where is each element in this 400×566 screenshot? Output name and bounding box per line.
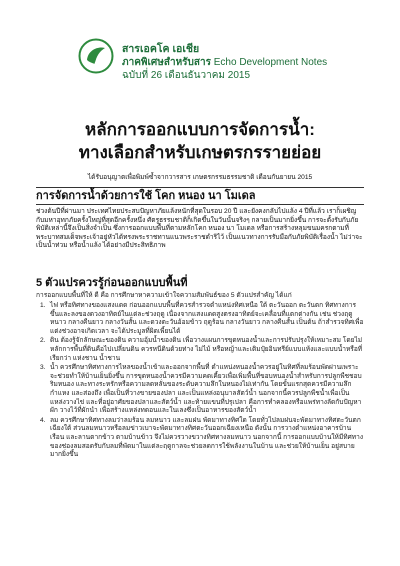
title-line-1: หลักการออกแบบการจัดการน้ำ: [85,120,315,139]
list-item [36,302,364,336]
echo-asia-logo [78,38,114,74]
list-item [36,337,364,363]
divider-bottom [36,204,364,205]
publication-line [122,56,327,69]
issue-line: ฉบับที่ 26 เดือนธันวาคม 2015 [122,70,251,81]
publication-th: ภาคพิเศษสำหรับสาร [122,57,211,68]
publication-en: Echo Development Notes [213,57,328,68]
list-item-number: 4. [40,416,46,424]
title-line-2: ทางเลือกสำหรับเกษตรกรรายย่อย [78,143,322,162]
article-subtitle: ได้รับอนุญาตเพื่อพิมพ์ซ้ำจากวารสาร เกษตรกรรมธรรมชาติ เดือนกันยายน 2015 [87,174,313,181]
list-item-number: 3. [40,364,46,372]
section2-intro: การออกแบบพื้นที่ให้ ดี คือ การศึกษาหาความเข้าใจความสัมพันธ์ของ 5 ตัวแปรสำคัญ ได้แก่ [36,292,292,299]
list-item-text: ลม ควรศึกษาทิศทางลมว่าลมร้อน ลมหนาว และลมฝน พัดมาทางทิศใด โดยทั่วไปลมฝนจะพัดมาทางทิศตะวันตกเฉียงใต้ ส่วนลมหนาวหรือลมข่าวเบาจะพัดมาทางทิศตะวันออกเฉียงเหนือ ดังนั้น การวางตำแหน่งอาคารบ้านเรือน และลานตากข้าว ตามบ้านข้าว จึงไม่ควรวางขวางทิศทางลมหนาว นอกจากนี้ การออกแบบบ้านให้มีทิศทางของช่องลมสอดรับกับลมที่พัดมาในแต่ละฤดูกาลจะช่วยลดการใช้พลังงานในบ้าน และช่วยให้บ้านเย็น อยู่สบายมากยิ่งขึ้น [50,416,364,459]
list-item-number: 2. [40,337,46,345]
list-item [36,417,364,460]
list-item-text: น้ำ ควรศึกษาทิศทางการไหลของน้ำเข้าและออกจากพื้นที่ ตำแหน่งหนองน้ำควรอยู่ในทิศที่ลมร้อนพัดผ่านเพราะจะช่วยทำให้บ้านเย็นยิ่งขึ้น การขุดหนองน้ำควรมีความคดเคี้ยวเพื่อเพิ่มพื้นที่ขอบหนองน้ำสำหรับการปลูกพืชชอบริมหนอง และทางระหรักหรือความลดหลั่นของระดับความลึกในหนองไม่เท่ากัน โดยขั้นแรกสุดควรมีความลึกกำแหง และส่องถึง เพื่อเป็นที่วางขายของปลา และเป็นแหล่งอนุบาลสัตว์น้ำ นอกจากนี้ควรปลูกพืชน้ำเพื่อเป็นแหล่งวางไข่ และที่อยู่อาศัยของปลาและสัตว์น้ำ และท้ายแขนที่ปรุเปลา คือการทำคลองหรือแพร่ทางลัดกับปัญหาผัก วางไว้ที่ผักนำ เพื่อสร้างแหล่งทดอนและในเลงซึ่งเป็นอาหารของสัตว์น้ำ [50,364,362,415]
list-item [36,364,364,416]
variables-list [36,302,364,461]
org-name: สารเอคโค เอเชีย [122,43,200,55]
publication-header [122,43,327,82]
list-item-number: 1. [40,302,46,309]
section2-heading: 5 ตัวแปรควรรู้ก่อนออกแบบพื้นที่ [36,277,188,289]
list-item-text: ดิน ต้องรู้จักลักษณะของดิน ความอุ้มน้ำของดิน เพื่อวางแผนการขุดหนองน้ำและการปรับปรุงให้เหมาะสม โดยไม่หลักการพื้นที่ดินคือไปเปลี่ยนดิน ควรหนีดินด้วยท่าง ไม่ไม้ หรือหญ้าและเติมปุ๋ยอินทรีย์แบบแห้งและแบบน้ำหรือที่เรียกว่า แห่งชาน น้ำชาน [50,337,363,362]
section1-paragraph: ช่วงต้นปีที่ผ่านมา ประเทศไทยประสบปัญหาภัยแล้งหนักที่สุดในรอบ 20 ปี และยังคงกลับไปแล้ง 4 ปีที่แล้ว เราก็เผชิญกับมหาอุทกภัยครั้งใหญ่ที่สุดอีกครั้งหนึ่ง ศัตรูธรรมชาติก็เกิดขึ้นในวันนั้นจริงๆ กลายเป็นมากยิ่งขึ้น การจะตั้งรับกับภัยพิบัติเหล่านี้จึงเป็นสิ่งจำเป็น ซึ่งการออกแบบพื้นที่ตามหลักโคก หนอง นา โมเดล หรือการสร้างหลุมขนมครกตามที่พระบาทสมเด็จพระเจ้าอยู่หัวได้ทรงพระราชทานแนวพระราชดำริไว้ เป็นแนวทางการรับมือกับภัยพิบัติเรื่องน้ำ ไม่ว่าจะเป็นน้ำท่วม หรือน้ำแล้ง ได้อย่างมีประสิทธิภาพ [36,208,363,250]
list-item-text: ไฟ หรือทิศทางของแสงแดด ก่อนออกแบบพื้นที่ควรสำรวจตำแหน่งทิศเหนือ ใต้ ตะวันออก ตะวันตก ทิศทางการขึ้นและลงของดวงอาทิตย์ในแต่ละช่วงฤดู เนื่องจากแสงแดดสูงตรงอาทิตย์จะเคลื่อนที่แตกต่างกัน เช่น ช่วงฤดูหนาว กลางคืนยาว กลางวันสั้น และดวงตะวันอ้อมข้าว ฤดูร้อน กลางวันยาว กลางคืนสั้น เป็นต้น ถ้าสำรวจทิศเพื่อแต่งช่วงอาจเกิดเวลา จะได้ประมูลที่ผิดเพี้ยนได้ [50,302,364,335]
section1-heading: การจัดการน้ำด้วยการใช้ โคก หนอง นา โมเดล [36,190,256,202]
article-title [30,118,370,164]
